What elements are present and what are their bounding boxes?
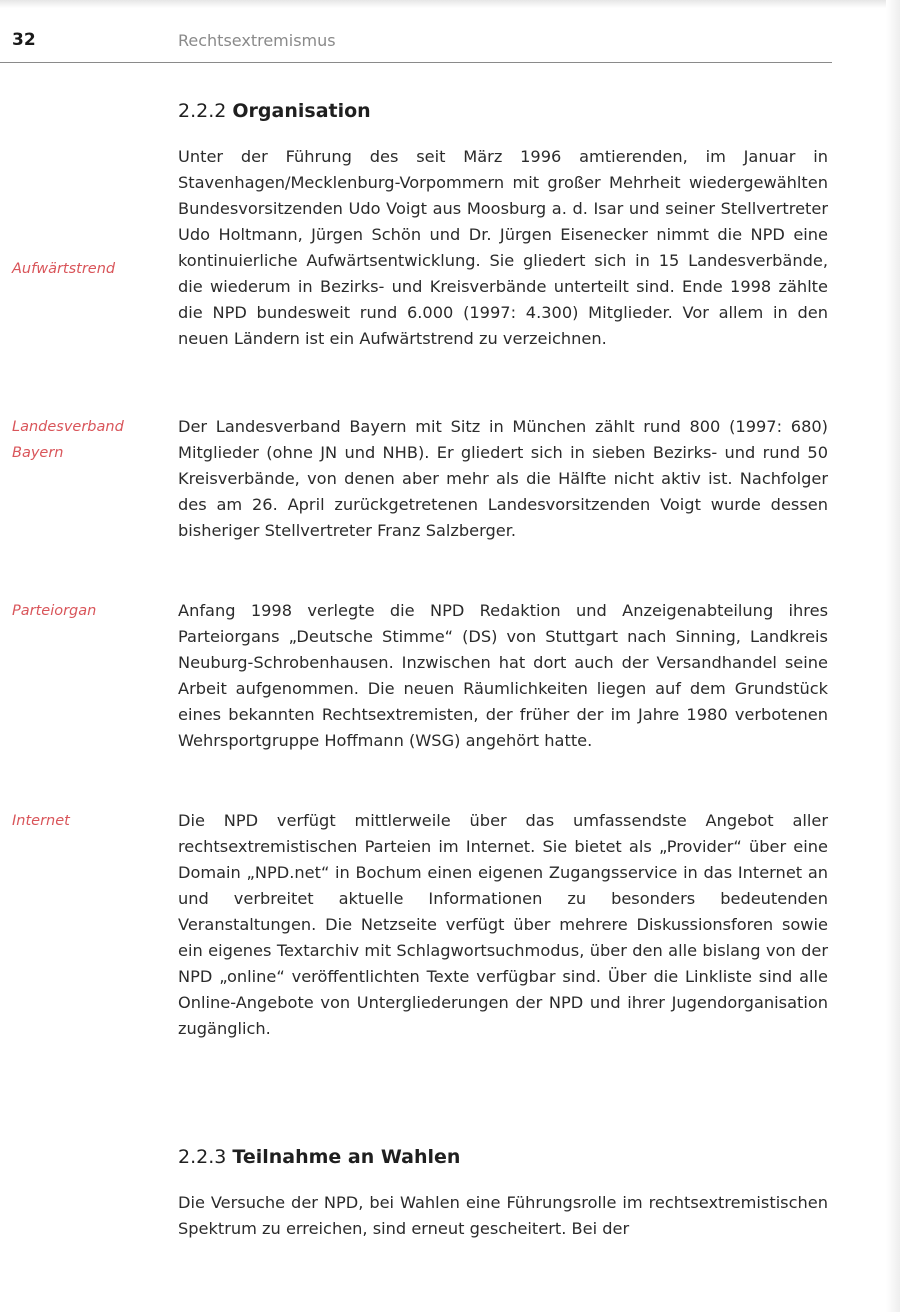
section-number: 2.2.3 <box>178 1146 227 1168</box>
paragraph-internet: Die NPD verfügt mittlerweile über das umfassendste Angebot aller rechtsextremistischen Parteien im Internet. Sie bietet als „Provider“ über eine Domain „NPD.net“ in Bochum einen eigenen Zugangsservice in das Internet an und verbreitet aktuelle Informationen zu besonders bedeutenden Veranstaltungen. Die Netzseite verfügt über mehrere Diskussionsforen sowie ein eigenes Textarchiv mit Schlagwortsuchmodus, über den alle bislang von der NPD „online“ veröffentlichten Texte verfügbar sind. Über die Linkliste sind alle Online-Angebote von Untergliederungen der NPD und ihrer Jugendorganisation zugänglich. <box>178 811 828 1038</box>
paragraph-wahlen: Die Versuche der NPD, bei Wahlen eine Führungsrolle im rechtsextremistischen Spektrum zu erreichen, sind erneut gescheitert. Bei der <box>178 1193 828 1238</box>
page-number: 32 <box>12 30 36 50</box>
section-number: 2.2.2 <box>178 100 227 122</box>
page-top-shadow <box>0 0 900 8</box>
running-head: Rechtsextremismus <box>178 31 336 50</box>
margin-note-parteiorgan: Parteiorgan <box>12 603 97 619</box>
section-title: Teilnahme an Wahlen <box>232 1146 461 1168</box>
paragraph-landesverband: Der Landesverband Bayern mit Sitz in München zählt rund 800 (1997: 680) Mitglieder (ohne JN und NHB). Er gliedert sich in sieben Bezirks- und rund 50 Kreisverbände, von denen aber mehr als die Hälfte nicht aktiv ist. Nachfolger des am 26. April zurückgetretenen Landesvorsitzenden Voigt wurde dessen bisheriger Stellvertreter Franz Salzberger. <box>178 417 828 540</box>
margin-note-landesverband-bayern: Landesverband Bayern <box>12 419 124 461</box>
page-edge-shadow <box>886 0 900 1312</box>
section-heading-wahlen <box>178 1146 460 1168</box>
paragraph-organisation: Unter der Führung des seit März 1996 amtierenden, im Januar in Stavenhagen/Mecklenburg-Vorpommern mit großer Mehrheit wiedergewählten Bundesvorsitzenden Udo Voigt aus Moosburg a. d. Isar und seiner Stellvertreter Udo Holtmann, Jürgen Schön und Dr. Jürgen Eisenecker nimmt die NPD eine kontinuierliche Aufwärtsentwicklung. Sie gliedert sich in 15 Landesverbände, die wiederum in Bezirks- und Kreisverbände unterteilt sind. Ende 1998 zählte die NPD bundesweit rund 6.000 (1997: 4.300) Mitglieder. Vor allem in den neuen Ländern ist ein Aufwärtstrend zu verzeichnen. <box>178 147 828 348</box>
margin-note-aufwaertstrend: Aufwärtstrend <box>12 261 116 277</box>
page-header <box>0 28 832 63</box>
section-heading-organisation <box>178 100 371 122</box>
paragraph-parteiorgan: Anfang 1998 verlegte die NPD Redaktion und Anzeigenabteilung ihres Parteiorgans „Deutsche Stimme“ (DS) von Stuttgart nach Sinning, Landkreis Neuburg-Schrobenhausen. Inzwischen hat dort auch der Versandhandel seine Arbeit aufgenommen. Die neuen Räumlichkeiten liegen auf dem Grundstück eines bekannten Rechtsextremisten, der früher der im Jahre 1980 verbotenen Wehrsportgruppe Hoffmann (WSG) angehört hatte. <box>178 601 828 750</box>
section-title: Organisation <box>232 100 371 122</box>
margin-note-internet: Internet <box>12 813 70 829</box>
